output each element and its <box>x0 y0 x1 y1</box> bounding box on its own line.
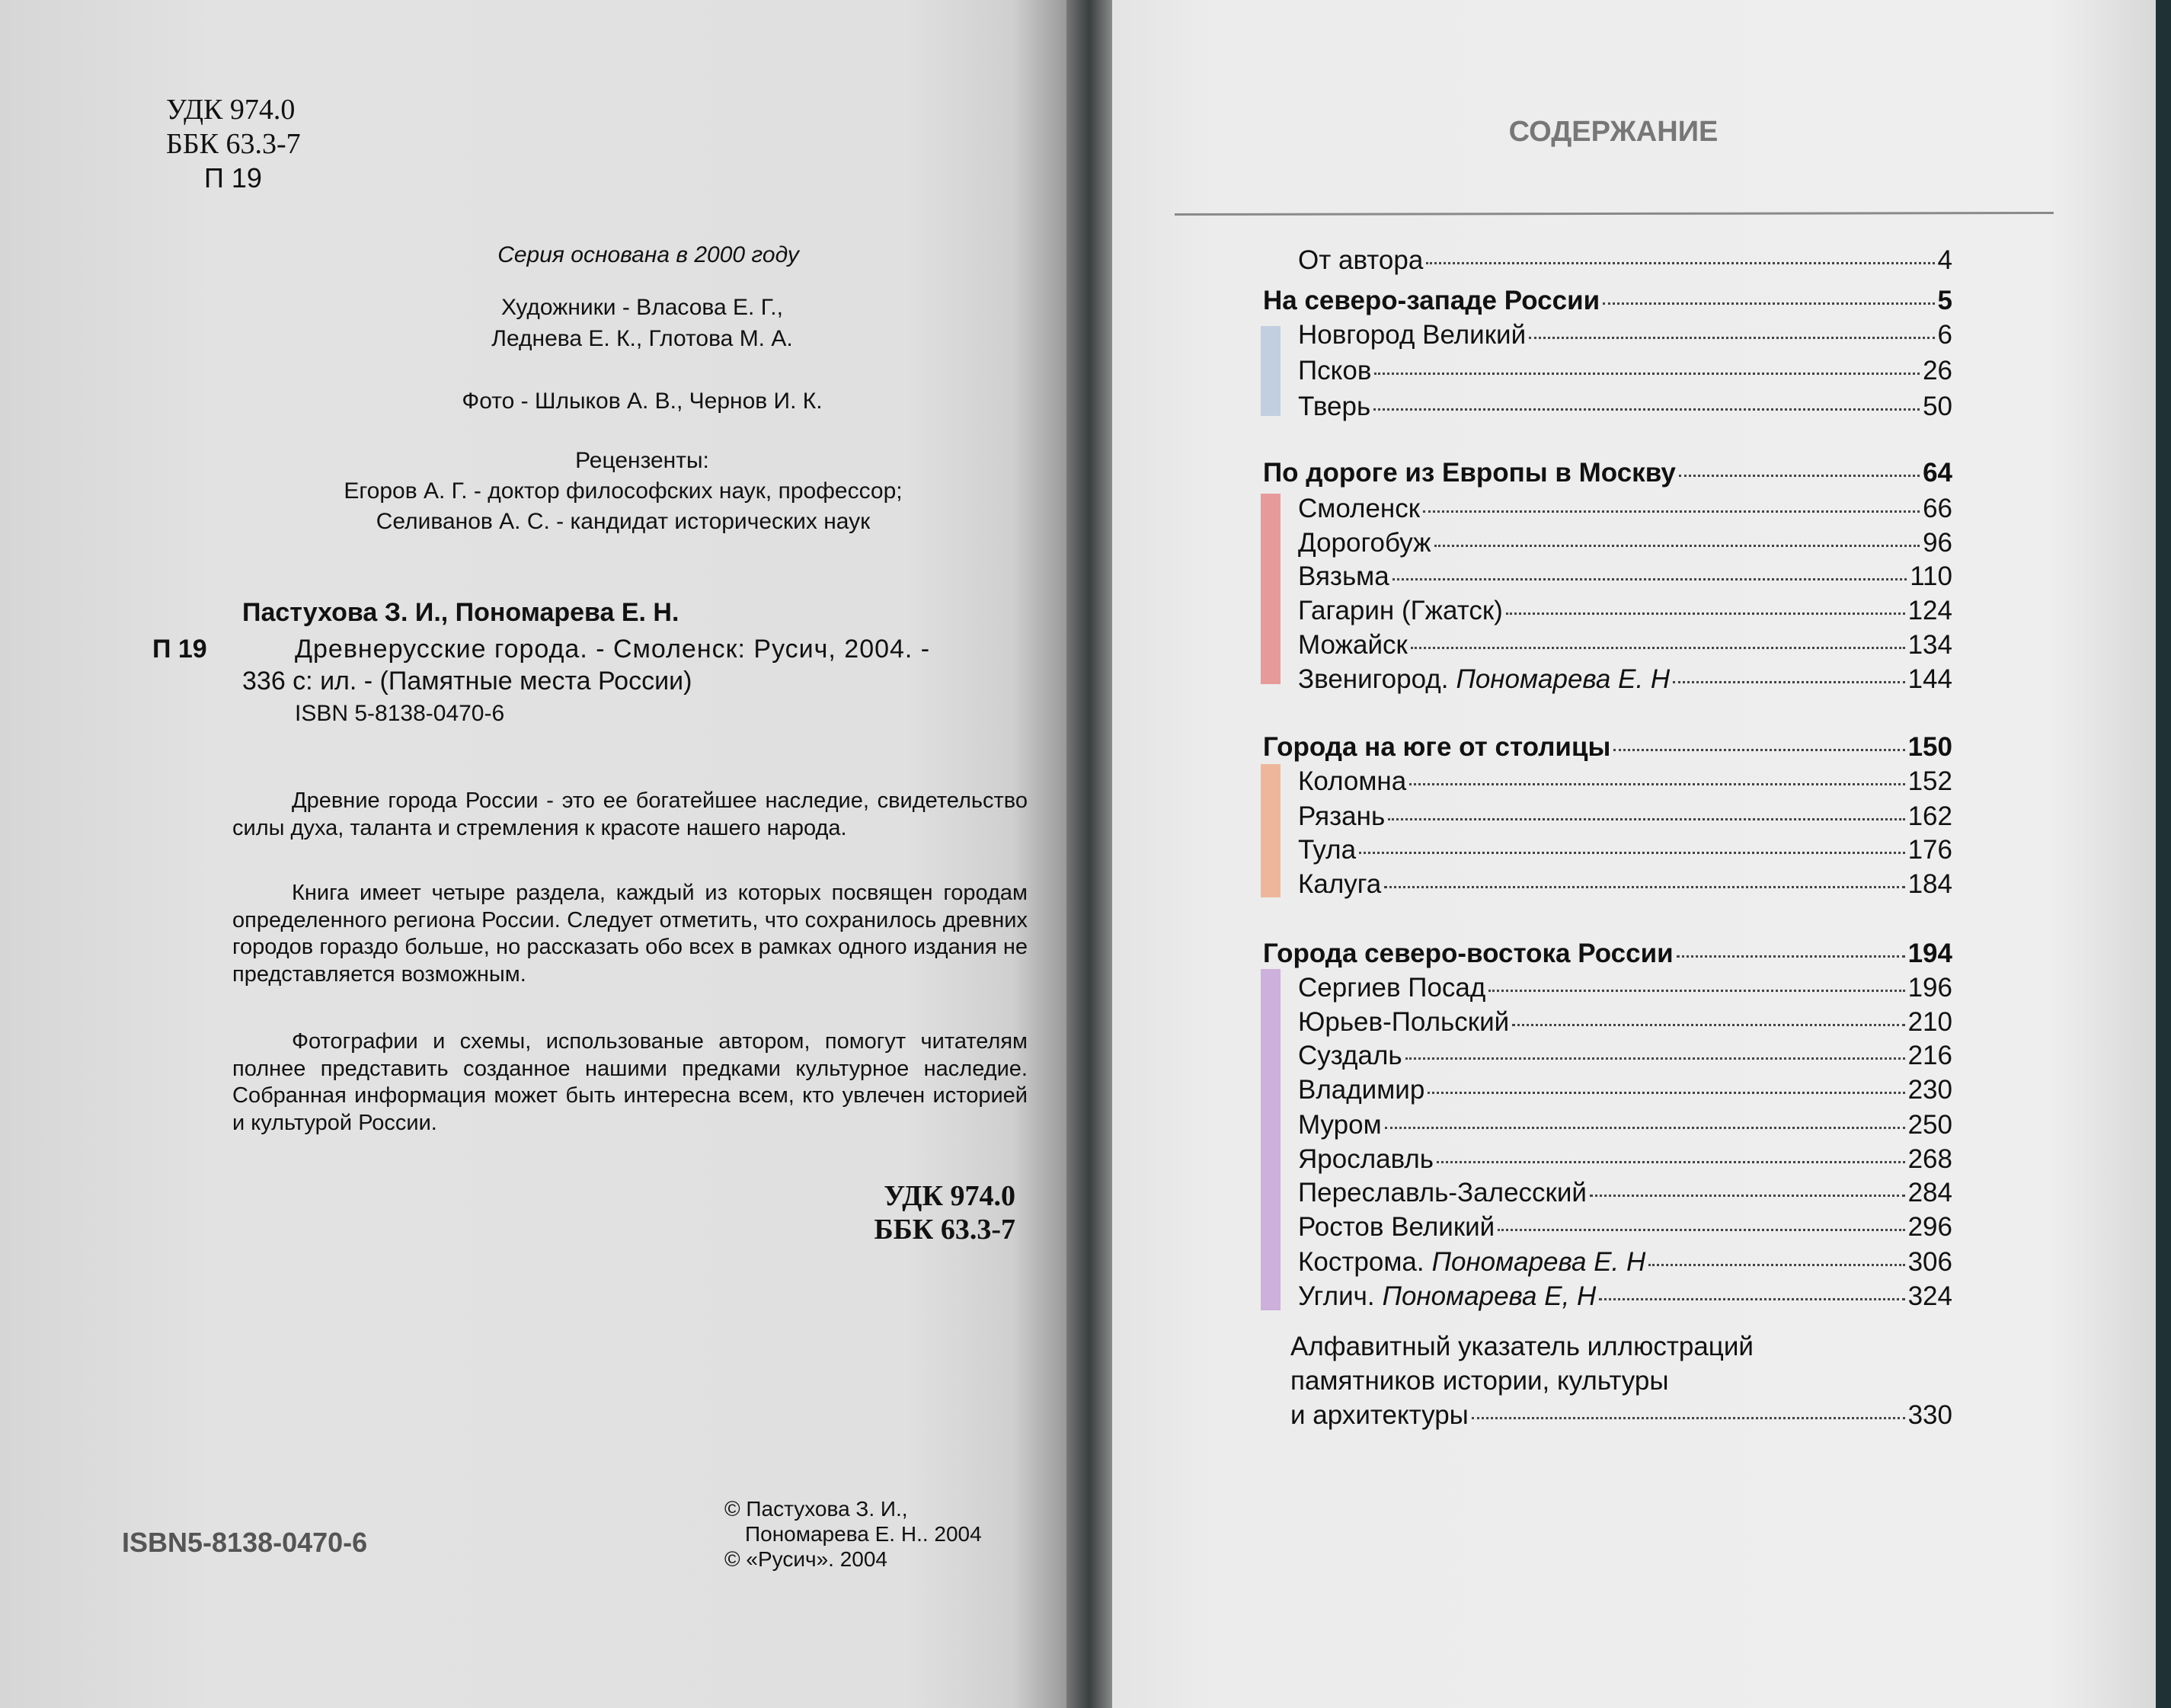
dot-leader <box>1613 749 1904 751</box>
toc-entry[interactable] <box>1298 356 1952 386</box>
toc-entry-page: 110 <box>1910 561 1952 591</box>
toc-entry-title: Вязьма <box>1298 561 1389 591</box>
dot-leader <box>1437 1161 1905 1163</box>
toc-entry-page: 150 <box>1907 732 1952 762</box>
dot-leader <box>1529 337 1934 339</box>
reviewer-2: Селиванов А. С. - кандидат исторических наук <box>376 509 871 534</box>
dot-leader <box>1648 1264 1904 1266</box>
book-cover-edge <box>2156 0 2171 1708</box>
bib-line1: Древнерусские города. - Смоленск: Русич, 2004. - <box>295 635 931 664</box>
toc-entry-title: Новгород Великий <box>1298 320 1527 350</box>
toc-entry[interactable] <box>1298 835 1952 865</box>
toc-entry[interactable] <box>1298 245 1952 276</box>
toc-entry-title: Дорогобуж <box>1298 528 1431 558</box>
toc-entry-author: Пономарева Е. Н <box>1456 664 1671 694</box>
dot-leader <box>1512 1024 1904 1026</box>
dot-leader <box>1373 408 1920 411</box>
section-color-bar-northwest <box>1261 326 1281 416</box>
toc-entry[interactable] <box>1298 528 1952 558</box>
isbn-line: ISBN 5-8138-0470-6 <box>295 701 505 726</box>
toc-entry-title: Звенигород. <box>1298 664 1449 694</box>
toc-entry-title: Муром <box>1298 1110 1382 1140</box>
udk-top: УДК 974.0 <box>166 94 296 126</box>
toc-entry[interactable] <box>1298 392 1952 422</box>
dot-leader <box>1506 613 1905 615</box>
bib-line2: 336 с: ил. - (Памятные места России) <box>242 667 692 696</box>
toc-entry-title: Гагарин (Гжатск) <box>1298 596 1503 625</box>
toc-entry-author: Пономарева Е, Н <box>1382 1281 1597 1311</box>
toc-entry[interactable] <box>1298 1281 1952 1312</box>
dot-leader <box>1384 886 1904 888</box>
dot-leader <box>1434 545 1920 547</box>
toc-entry-page: 184 <box>1907 869 1952 899</box>
toc-entry[interactable] <box>1298 1178 1952 1208</box>
toc-entry-page: 210 <box>1907 1007 1952 1037</box>
toc-entry-page: 330 <box>1907 1400 1952 1430</box>
toc-entry-title: Города северо-востока России <box>1263 939 1674 968</box>
toc-entry-page: 96 <box>1923 528 1952 558</box>
section-color-bar-west <box>1261 494 1281 684</box>
toc-entry[interactable] <box>1298 801 1952 832</box>
toc-entry-page: 162 <box>1907 801 1952 831</box>
toc-entry[interactable] <box>1298 1212 1952 1243</box>
toc-entry[interactable] <box>1298 561 1952 592</box>
toc-entry-page: 196 <box>1907 973 1952 1003</box>
toc-entry[interactable] <box>1298 1144 1952 1175</box>
toc-section-heading[interactable] <box>1263 939 1952 969</box>
toc-entry[interactable] <box>1298 494 1952 524</box>
toc-entry-title: Переславль-Залесский <box>1298 1178 1587 1207</box>
authors: Пастухова З. И., Пономарева Е. Н. <box>242 598 679 627</box>
toc-entry-title: Тверь <box>1298 392 1371 421</box>
toc-entry-page: 4 <box>1937 245 1952 275</box>
copyright-3: © «Русич». 2004 <box>724 1547 887 1571</box>
toc-entry-page: 50 <box>1923 392 1952 421</box>
copyright-1: © Пастухова З. И., <box>724 1497 908 1521</box>
udk-bottom: УДК 974.0 <box>884 1180 1015 1212</box>
artists-line1: Художники - Власова Е. Г., <box>501 295 783 320</box>
toc-entry-title: Сергиев Посад <box>1298 973 1486 1003</box>
dot-leader <box>1409 783 1904 785</box>
toc-entry-page: 296 <box>1907 1212 1952 1242</box>
toc-entry-title: Рязань <box>1298 801 1386 831</box>
toc-entry[interactable] <box>1298 869 1952 900</box>
bbk-top: ББК 63.3-7 <box>166 128 301 160</box>
toc-entry-title: Углич. <box>1298 1281 1375 1311</box>
toc-entry-title: Смоленск <box>1298 494 1421 523</box>
toc-entry-page: 230 <box>1907 1075 1952 1105</box>
toc-entry-page: 268 <box>1907 1144 1952 1174</box>
toc-entry-page: 64 <box>1923 458 1952 488</box>
toc-entry[interactable] <box>1298 1075 1952 1105</box>
code-top: П 19 <box>204 162 262 194</box>
toc-entry-title: Коломна <box>1298 766 1407 796</box>
dot-leader <box>1603 302 1934 305</box>
catalog-code: П 19 <box>152 635 207 664</box>
contents-title: СОДЕРЖАНИЕ <box>1508 116 1719 148</box>
section-color-bar-south <box>1261 764 1281 897</box>
copyright-2: Пономарева Е. Н.. 2004 <box>745 1522 982 1546</box>
toc-entry-title: Суздаль <box>1298 1041 1402 1070</box>
toc-entry-title: Псков <box>1298 356 1372 385</box>
toc-entry-page: 124 <box>1907 596 1952 625</box>
toc-entry-title: Города на юге от столицы <box>1263 732 1611 762</box>
toc-entry-page: 6 <box>1937 320 1952 350</box>
index-line2: памятников истории, культуры <box>1290 1366 1669 1396</box>
toc-entry-title: Калуга <box>1298 869 1382 899</box>
toc-entry-title: Можайск <box>1298 630 1408 660</box>
dot-leader <box>1488 990 1904 992</box>
toc-entry[interactable] <box>1298 630 1952 660</box>
toc-entry-page: 26 <box>1923 356 1952 385</box>
toc-entry-title: Юрьев-Польский <box>1298 1007 1510 1037</box>
dot-leader <box>1673 681 1904 683</box>
dot-leader <box>1590 1195 1905 1197</box>
annotation-paragraph: Древние города России - это ее богатейшее наследие, свидетельство силы духа, таланта и стремления к красоте нашего народа. <box>232 788 1028 840</box>
toc-section-heading[interactable] <box>1263 286 1952 316</box>
toc-entry-page: 250 <box>1907 1110 1952 1140</box>
series-note: Серия основана в 2000 году <box>497 242 799 267</box>
dot-leader <box>1498 1229 1904 1231</box>
dot-leader <box>1405 1057 1905 1060</box>
toc-entry-page: 306 <box>1907 1247 1952 1277</box>
book-gutter <box>1066 0 1112 1708</box>
toc-entry-page: 194 <box>1907 939 1952 968</box>
toc-entry[interactable] <box>1298 766 1952 797</box>
toc-entry[interactable] <box>1298 596 1952 626</box>
dot-leader <box>1411 647 1905 649</box>
toc-entry-page: 152 <box>1907 766 1952 796</box>
bbk-bottom: ББК 63.3-7 <box>874 1214 1015 1246</box>
toc-entry-title: От автора <box>1298 245 1424 275</box>
dot-leader <box>1472 1417 1905 1419</box>
dot-leader <box>1385 1127 1905 1129</box>
photo-credits: Фото - Шлыков А. В., Чернов И. К. <box>462 389 823 414</box>
dot-leader <box>1599 1298 1904 1300</box>
toc-section-heading[interactable] <box>1263 732 1952 763</box>
dot-leader <box>1679 475 1920 477</box>
toc-entry[interactable] <box>1298 664 1952 695</box>
toc-entry-page: 134 <box>1907 630 1952 660</box>
toc-entry[interactable] <box>1298 1110 1952 1140</box>
section-color-bar-northeast <box>1261 969 1281 1310</box>
reviewers-label: Рецензенты: <box>575 448 709 473</box>
dot-leader <box>1392 578 1907 581</box>
toc-section-heading[interactable] <box>1263 458 1952 488</box>
toc-entry[interactable] <box>1298 973 1952 1003</box>
toc-entry[interactable] <box>1298 1247 1952 1278</box>
toc-entry-title: На северо-западе России <box>1263 286 1600 315</box>
left-page <box>0 0 1066 1708</box>
toc-entry-page: 284 <box>1907 1178 1952 1207</box>
dot-leader <box>1428 1092 1904 1094</box>
annotation-paragraph: Фотографии и схемы, использованые автором, помогут читателям полнее представить созданное нашими предками культурное наследие. Собранная информация может быть интересна всем, кто увлечен историей и культурой России. <box>232 1029 1028 1135</box>
dot-leader <box>1388 818 1904 820</box>
dot-leader <box>1374 373 1920 375</box>
toc-entry[interactable] <box>1298 1041 1952 1071</box>
toc-entry-title: Тула <box>1298 835 1357 865</box>
toc-entry-page: 66 <box>1923 494 1952 523</box>
toc-entry-title: Ростов Великий <box>1298 1212 1495 1242</box>
artists-line2: Леднева Е. К., Глотова М. А. <box>491 326 793 351</box>
toc-entry-index[interactable] <box>1290 1400 1952 1431</box>
annotation-paragraph: Книга имеет четыре раздела, каждый из которых посвящен городам определенного региона России. Следует отметить, что сохранилось древних городов гораздо больше, но рассказать обо всех в рамках одного издания не представляется возможным. <box>232 881 1028 987</box>
toc-entry-page: 216 <box>1907 1041 1952 1070</box>
toc-entry[interactable] <box>1298 320 1952 350</box>
toc-entry-title: Ярославль <box>1298 1144 1434 1174</box>
dot-leader <box>1426 262 1934 264</box>
toc-entry-author: Пономарева Е. Н <box>1431 1247 1646 1277</box>
toc-entry-title: Владимир <box>1298 1075 1425 1105</box>
toc-entry-page: 144 <box>1907 664 1952 694</box>
toc-entry-title: По дороге из Европы в Москву <box>1263 458 1676 488</box>
isbn-bottom: ISBN5-8138-0470-6 <box>122 1527 368 1558</box>
dot-leader <box>1677 955 1905 958</box>
toc-entry-title: и архитектуры <box>1290 1400 1469 1430</box>
reviewer-1: Егоров А. Г. - доктор философских наук, профессор; <box>344 478 903 504</box>
dot-leader <box>1359 852 1905 854</box>
toc-entry-page: 5 <box>1937 286 1952 315</box>
index-line1: Алфавитный указатель иллюстраций <box>1290 1332 1754 1361</box>
toc-entry-page: 176 <box>1907 835 1952 865</box>
toc-entry-page: 324 <box>1907 1281 1952 1311</box>
dot-leader <box>1423 510 1920 513</box>
toc-entry-title: Кострома. <box>1298 1247 1424 1277</box>
toc-entry[interactable] <box>1298 1007 1952 1038</box>
